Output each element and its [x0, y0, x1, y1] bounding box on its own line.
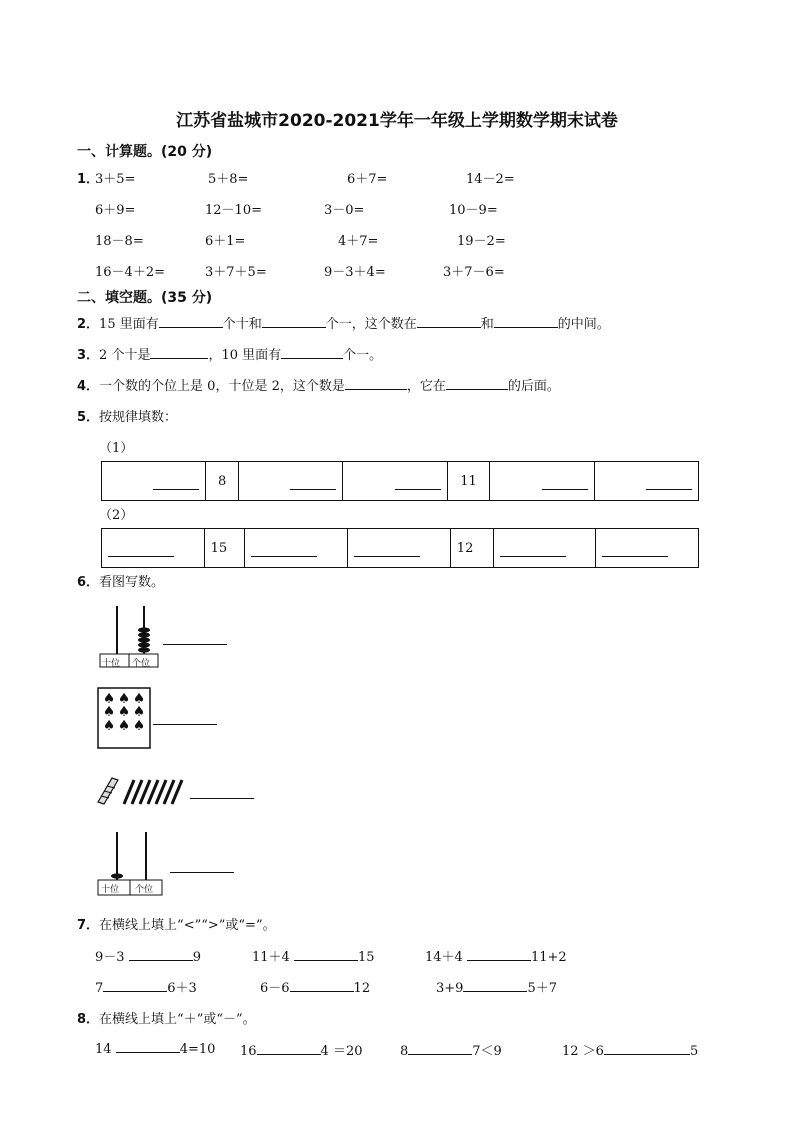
q3-text: 个一。	[343, 348, 383, 363]
q5-text: 按规律填数：	[99, 410, 178, 425]
answer-blank[interactable]	[116, 1040, 180, 1053]
calc-item: 5＋8=	[208, 172, 249, 187]
answer-blank[interactable]	[463, 979, 527, 992]
question-4	[77, 375, 560, 394]
sequence-cell: 11	[447, 462, 490, 501]
sequence-cell[interactable]	[239, 462, 343, 501]
calc-item: 4＋7=	[338, 234, 379, 249]
q3-text: ，10 里面有	[208, 348, 282, 363]
sequence-cell: 15	[204, 529, 245, 568]
calc-item: 6＋9=	[95, 203, 136, 218]
answer-blank[interactable]	[129, 948, 193, 961]
answer-blank[interactable]	[446, 377, 508, 390]
section-1-heading: 一、计算题。(20 分)	[77, 144, 213, 160]
answer-blank[interactable]	[190, 786, 254, 799]
q8-text: 在横线上填上“＋”或“－”。	[99, 1012, 256, 1027]
abacus-beads	[138, 627, 150, 652]
abacus-beads	[111, 873, 123, 878]
sequence-cell[interactable]	[493, 529, 596, 568]
svg-text:♠: ♠	[117, 691, 131, 707]
q2-text: 个十和	[222, 317, 262, 332]
answer-blank[interactable]	[417, 315, 481, 328]
q4-text: ，它在	[406, 379, 446, 394]
calc-item: 3＋7＋5=	[205, 265, 267, 280]
answer-blank[interactable]	[262, 315, 326, 328]
compare-item: 11＋4 15	[252, 950, 375, 965]
answer-blank[interactable]	[281, 346, 343, 359]
answer-blank[interactable]	[150, 346, 208, 359]
answer-blank[interactable]	[604, 1042, 690, 1055]
q8-number: 8．	[77, 1012, 100, 1027]
q2-number: 2．	[77, 317, 100, 332]
calc-item: 10－9=	[449, 203, 498, 218]
answer-blank[interactable]	[494, 315, 558, 328]
sequence-cell: 8	[206, 462, 239, 501]
calc-item: 18－8=	[95, 234, 144, 249]
answer-blank[interactable]	[170, 860, 234, 873]
q7-text: 在横线上填上“<”“>”或“=”。	[99, 918, 276, 933]
spade-icon	[103, 691, 146, 734]
q3-number: 3．	[77, 348, 100, 363]
playing-card-picture	[97, 687, 151, 749]
svg-text:♠: ♠	[117, 704, 131, 720]
q4-text: 的后面。	[507, 379, 560, 394]
operator-item: 14 4=10	[95, 1042, 216, 1057]
calc-item: 6＋1=	[205, 234, 246, 249]
compare-item: 6－6 12	[260, 981, 371, 996]
calc-item: 14－2=	[466, 172, 515, 187]
sequence-cell: 12	[450, 529, 493, 568]
svg-text:♠: ♠	[102, 691, 116, 707]
compare-item: 7 6＋3	[95, 981, 197, 996]
answer-blank[interactable]	[290, 979, 354, 992]
q2-text: 个一，这个数在	[325, 317, 417, 332]
answer-blank[interactable]	[294, 948, 358, 961]
q4-text: 一个数的个位上是 0，十位是 2，这个数是	[99, 379, 345, 394]
answer-blank[interactable]	[103, 979, 167, 992]
q3-text: 2 个十是	[99, 348, 151, 363]
sequence-cell[interactable]	[594, 462, 698, 501]
svg-text:♠: ♠	[132, 691, 146, 707]
compare-item: 14＋4 11+2	[425, 950, 567, 965]
q7-number: 7．	[77, 918, 100, 933]
section-2-heading: 二、填空题。(35 分)	[77, 290, 213, 306]
q5-number: 5．	[77, 410, 100, 425]
abacus-tens-label: 十位	[101, 885, 120, 895]
answer-blank[interactable]	[163, 632, 227, 645]
q4-number: 4．	[77, 379, 100, 394]
answer-blank[interactable]	[153, 712, 217, 725]
compare-item: 9－3 9	[95, 950, 201, 965]
q6-number: 6．	[77, 575, 100, 590]
sequence-cell[interactable]	[348, 529, 451, 568]
operator-item: 8 7＜9	[400, 1044, 502, 1059]
q2-text: 和	[480, 317, 494, 332]
calc-item: 3＋5=	[95, 172, 136, 187]
svg-text:♠: ♠	[102, 718, 116, 734]
sequence-table-1	[101, 461, 699, 501]
compare-item: 3+9 5＋7	[436, 981, 557, 996]
question-6	[77, 571, 164, 590]
svg-text:♠: ♠	[117, 718, 131, 734]
question-2	[77, 313, 610, 332]
answer-blank[interactable]	[345, 377, 407, 390]
calc-item: 3－0=	[324, 203, 365, 218]
calc-item: 19－2=	[457, 234, 506, 249]
svg-text:♠: ♠	[132, 704, 146, 720]
answer-blank[interactable]	[257, 1042, 321, 1055]
abacus-tens-label: 十位	[102, 659, 121, 669]
operator-item: 16 4 ＝20	[240, 1044, 363, 1059]
svg-text:♠: ♠	[132, 718, 146, 734]
bundle-of-ten-icon	[98, 778, 118, 804]
operator-item: 12 ＞6 5	[562, 1044, 699, 1059]
svg-text:♠: ♠	[102, 704, 116, 720]
calc-item: 16－4＋2=	[95, 265, 165, 280]
abacus-ones-label: 个位	[132, 659, 151, 669]
sequence-2-label: （2）	[99, 508, 134, 523]
answer-blank[interactable]	[159, 315, 223, 328]
answer-blank[interactable]	[408, 1042, 472, 1055]
sequence-cell[interactable]	[102, 529, 205, 568]
sequence-1-label: （1）	[99, 441, 134, 456]
sequence-cell[interactable]	[102, 462, 206, 501]
q2-text: 15 里面有	[99, 317, 159, 332]
q6-text: 看图写数。	[99, 575, 165, 590]
sequence-cell[interactable]	[343, 462, 447, 501]
question-3	[77, 344, 382, 363]
single-sticks-icon	[124, 780, 182, 804]
sticks-bundle-picture	[94, 774, 188, 808]
calc-item: 6＋7=	[347, 172, 388, 187]
answer-blank[interactable]	[467, 948, 531, 961]
question-8	[77, 1008, 256, 1027]
q2-text: 的中间。	[557, 317, 610, 332]
calc-item: 9－3＋4=	[324, 265, 386, 280]
q1-number: 1．	[77, 172, 100, 187]
page-title: 江苏省盐城市2020-2021学年一年级上学期数学期末试卷	[176, 111, 618, 131]
sequence-cell[interactable]	[490, 462, 594, 501]
sequence-cell[interactable]	[245, 529, 348, 568]
sequence-table-2	[101, 528, 699, 568]
sequence-cell[interactable]	[596, 529, 699, 568]
calc-item: 12－10=	[205, 203, 262, 218]
calc-item: 3＋7－6=	[443, 265, 505, 280]
question-5	[77, 406, 177, 425]
question-7	[77, 914, 276, 933]
abacus-ones-label: 个位	[135, 885, 154, 895]
